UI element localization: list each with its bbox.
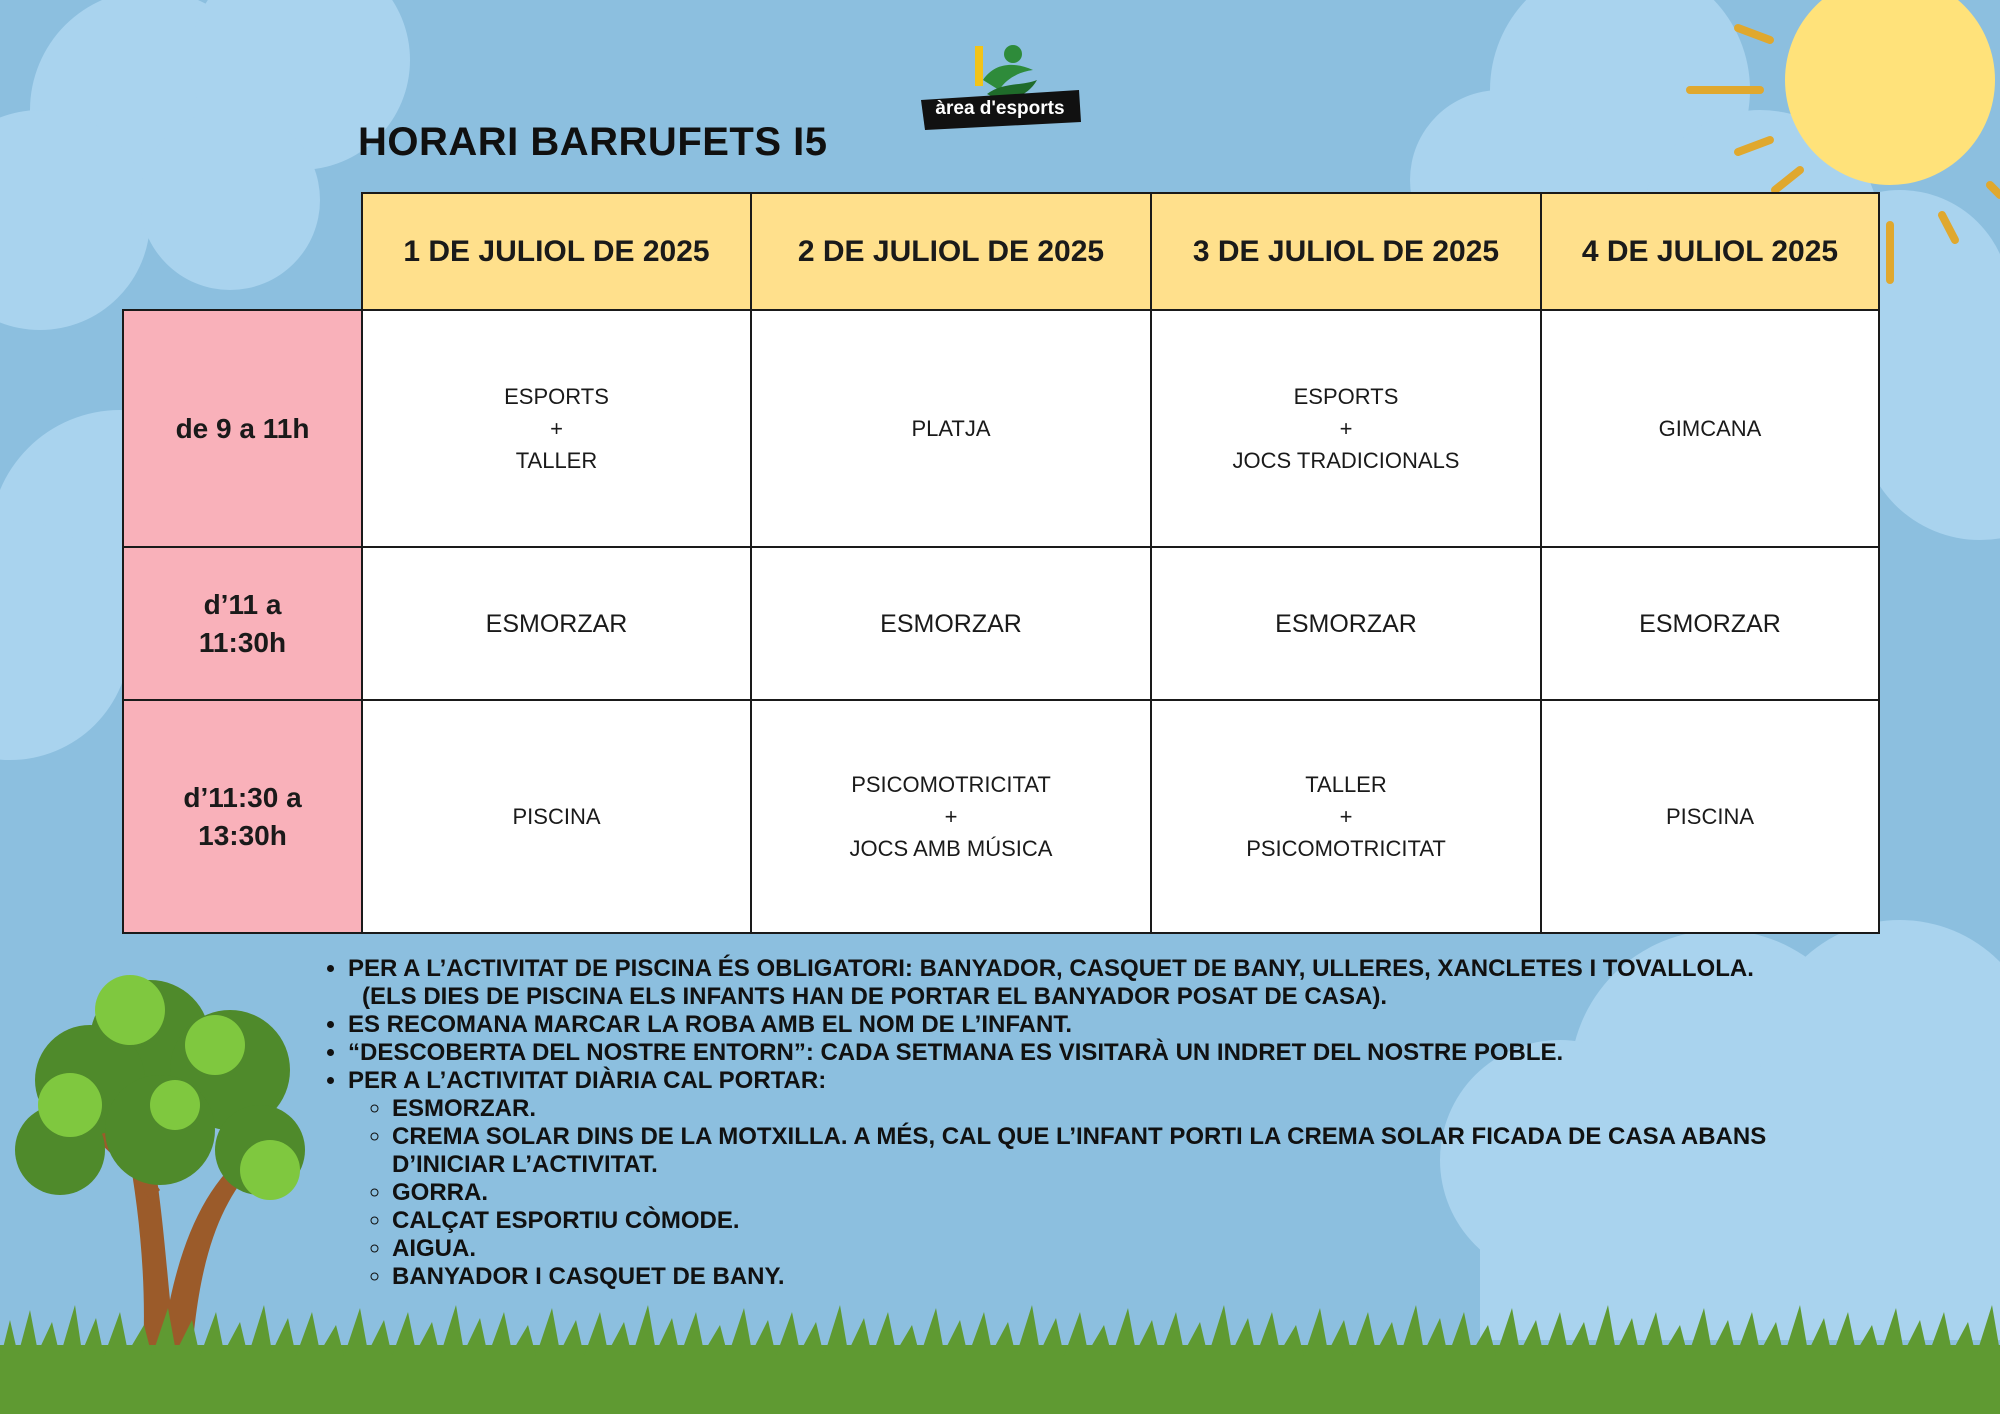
note-item bbox=[348, 955, 1872, 1011]
activity-cell bbox=[1151, 547, 1541, 700]
area-esports-logo bbox=[915, 42, 1085, 142]
activity-line: GIMCANA bbox=[1658, 415, 1762, 441]
table-row bbox=[123, 700, 1879, 933]
time-line: 13:30h bbox=[198, 819, 287, 851]
activity-line: + bbox=[1339, 803, 1353, 829]
activity-cell bbox=[362, 310, 751, 547]
activity-line: + bbox=[550, 415, 563, 441]
activity-cell bbox=[1541, 700, 1879, 933]
sub-item: ◦ CREMA SOLAR DINS DE LA MOTXILLA. A MÉS, CAL QUE L’INFANT PORTI LA CREMA SOLAR FICADA DE CASA ABANS D’INICIAR L’ACTIVITAT. bbox=[392, 1123, 1872, 1179]
activity-line: ESMORZAR bbox=[1275, 609, 1417, 638]
activity-line: TALLER bbox=[515, 447, 598, 473]
activity-cell bbox=[1151, 700, 1541, 933]
activity-line: JOCS AMB MÚSICA bbox=[849, 835, 1053, 861]
activity-cell bbox=[751, 700, 1151, 933]
sub-item: ◦ AIGUA. bbox=[392, 1235, 1872, 1263]
activity-cell bbox=[1541, 547, 1879, 700]
sub-item: ◦ BANYADOR I CASQUET DE BANY. bbox=[392, 1263, 1872, 1291]
time-line: 11:30h bbox=[198, 626, 287, 658]
activity-line: ESPORTS bbox=[1293, 383, 1399, 409]
activity-line: TALLER bbox=[1305, 771, 1387, 797]
day-header: 3 DE JULIOL DE 2025 bbox=[1151, 193, 1541, 310]
time-slot bbox=[123, 547, 362, 700]
page-title: HORARI BARRUFETS I5 bbox=[358, 120, 828, 164]
sub-item: ◦ GORRA. bbox=[392, 1179, 1872, 1207]
note-item bbox=[348, 1067, 1872, 1291]
table-row bbox=[123, 310, 1879, 547]
activity-line: JOCS TRADICIONALS bbox=[1232, 447, 1460, 473]
time-line: d’11:30 a bbox=[183, 781, 302, 813]
activity-line: PLATJA bbox=[911, 415, 991, 441]
day-header: 4 DE JULIOL 2025 bbox=[1541, 193, 1879, 310]
notes-list bbox=[312, 955, 1872, 1291]
activity-line: ESPORTS bbox=[504, 383, 609, 409]
activity-cell bbox=[362, 700, 751, 933]
time-slot bbox=[123, 700, 362, 933]
logo-text: àrea d'esports bbox=[935, 98, 1065, 119]
time-line: d’11 a bbox=[203, 588, 282, 620]
activity-line: PSICOMOTRICITAT bbox=[851, 771, 1051, 797]
note-text: (ELS DIES DE PISCINA ELS INFANTS HAN DE PORTAR EL BANYADOR POSAT DE CASA). bbox=[362, 983, 1387, 1010]
activity-cell bbox=[362, 547, 751, 700]
activity-line: + bbox=[944, 803, 958, 829]
activity-line: ESMORZAR bbox=[880, 609, 1022, 638]
sub-item: ◦ CALÇAT ESPORTIU CÒMODE. bbox=[392, 1207, 1872, 1235]
note-item: • “DESCOBERTA DEL NOSTRE ENTORN”: CADA SETMANA ES VISITARÀ UN INDRET DEL NOSTRE POBLE. bbox=[348, 1039, 1872, 1067]
activity-line: PISCINA bbox=[512, 803, 601, 829]
activity-line: + bbox=[1339, 415, 1353, 441]
activity-cell bbox=[1541, 310, 1879, 547]
note-item: • ES RECOMANA MARCAR LA ROBA AMB EL NOM DE L’INFANT. bbox=[348, 1011, 1872, 1039]
note-text: PER A L’ACTIVITAT DIÀRIA CAL PORTAR: bbox=[348, 1067, 827, 1094]
schedule-table bbox=[122, 192, 1880, 934]
header-row bbox=[123, 193, 1879, 310]
time-line: de 9 a 11h bbox=[175, 412, 310, 444]
activity-line: ESMORZAR bbox=[485, 609, 628, 638]
logo-figure-icon bbox=[915, 42, 1085, 142]
activity-line: PISCINA bbox=[1665, 803, 1755, 829]
activity-line: ESMORZAR bbox=[1639, 609, 1781, 638]
time-slot bbox=[123, 310, 362, 547]
activity-cell bbox=[751, 547, 1151, 700]
sub-item: ◦ ESMORZAR. bbox=[392, 1095, 1872, 1123]
note-text: PER A L’ACTIVITAT DE PISCINA ÉS OBLIGATORI: BANYADOR, CASQUET DE BANY, ULLERES, XANCLETES I TOVALLOLA. bbox=[348, 955, 1754, 982]
activity-line: PSICOMOTRICITAT bbox=[1246, 835, 1446, 861]
table-row bbox=[123, 547, 1879, 700]
day-header: 1 DE JULIOL DE 2025 bbox=[362, 193, 751, 310]
activity-cell bbox=[1151, 310, 1541, 547]
activity-cell bbox=[751, 310, 1151, 547]
day-header: 2 DE JULIOL DE 2025 bbox=[751, 193, 1151, 310]
header-corner bbox=[123, 193, 362, 310]
